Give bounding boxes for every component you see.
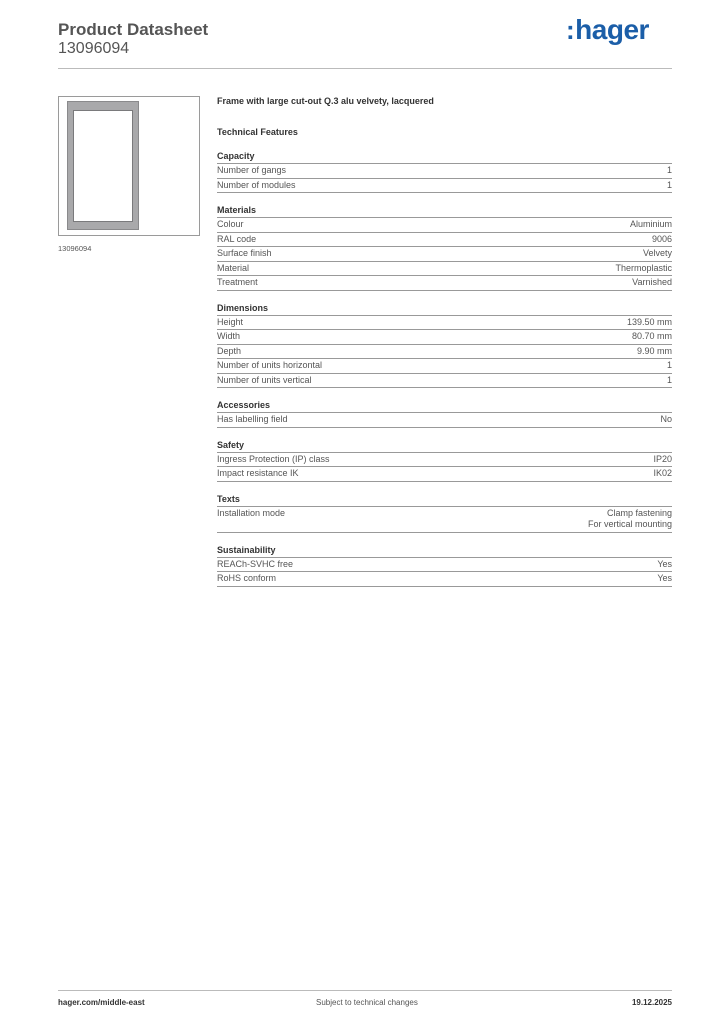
spec-value: 9006 [651,233,672,244]
section-title: Texts [217,493,672,507]
spec-value: Varnished [632,277,672,287]
spec-row [217,572,672,587]
frame-cutout [73,110,133,222]
spec-value-line: Clamp fastening [606,507,672,518]
spec-row [217,413,672,428]
spec-label: RAL code [217,233,257,244]
product-image [58,96,200,236]
spec-value: Thermoplastic [615,262,672,273]
spec-value: Aluminium [629,219,672,229]
spec-value: 1 [666,165,672,175]
spec-row [217,316,672,331]
footer-divider [58,990,672,991]
spec-label: Treatment [217,277,258,287]
section-safety [217,439,672,482]
spec-row [217,467,672,482]
spec-label: Height [217,316,244,327]
section-title: Safety [217,439,672,453]
spec-row [217,276,672,291]
section-title: Sustainability [217,544,672,558]
spec-label: Surface finish [217,248,272,258]
spec-row [217,558,672,573]
spec-value: 1 [666,179,672,190]
spec-label: Width [217,331,241,341]
spec-label: Has labelling field [217,414,288,424]
footer-date: 19.12.2025 [631,998,672,1007]
spec-label: Material [217,262,250,273]
section-accessories [217,399,672,428]
image-caption: 13096094 [58,244,92,253]
product-number: 13096094 [58,40,130,57]
spec-label: REACh-SVHC free [217,558,294,569]
spec-label: Impact resistance IK [217,468,299,478]
footer-website: hager.com/middle-east [58,998,145,1007]
spec-value: 1 [666,360,672,370]
spec-label: Number of modules [217,179,296,190]
hager-logo: :hager [566,14,649,45]
spec-row [217,247,672,262]
technical-features-heading: Technical Features [217,127,298,137]
section-title: Capacity [217,150,672,164]
section-sustainability [217,544,672,587]
spec-label: Ingress Protection (IP) class [217,453,330,464]
spec-value: IK02 [653,468,672,478]
spec-row [217,218,672,233]
spec-label: Colour [217,219,244,229]
section-dimensions [217,302,672,389]
spec-row [217,453,672,468]
product-description: Frame with large cut-out Q.3 alu velvety, lacquered [217,96,434,106]
spec-value: 80.70 mm [631,331,672,341]
header-divider [58,68,672,69]
spec-label: Installation mode [217,507,286,518]
spec-value: Yes [657,573,672,583]
section-title: Dimensions [217,302,672,316]
page-title: Product Datasheet [58,20,209,39]
spec-value: No [660,414,672,424]
spec-value-line: For vertical mounting [587,518,672,529]
spec-row [217,359,672,374]
spec-value: Yes [657,558,672,569]
spec-row [217,262,672,277]
spec-label: Number of gangs [217,165,287,175]
feature-sections [217,150,672,587]
spec-value [588,508,672,530]
spec-value: 139.50 mm [626,316,672,327]
spec-label: RoHS conform [217,573,277,583]
spec-label: Number of units vertical [217,374,312,385]
spec-label: Number of units horizontal [217,360,323,370]
spec-row [217,179,672,194]
logo-text: hager [575,14,649,45]
spec-row [217,164,672,179]
frame-picture [67,101,139,230]
spec-row [217,233,672,248]
section-title: Accessories [217,399,672,413]
spec-value: 1 [666,374,672,385]
page-header [58,20,208,58]
spec-row [217,374,672,389]
footer-note: Subject to technical changes [316,998,418,1007]
spec-row [217,330,672,345]
spec-row [217,507,672,533]
section-title: Materials [217,204,672,218]
spec-row [217,345,672,360]
section-capacity [217,150,672,193]
spec-value: Velvety [642,248,672,258]
spec-label: Depth [217,345,242,356]
spec-value: 9.90 mm [636,345,672,356]
technical-content [217,96,672,598]
section-texts [217,493,672,533]
spec-value: IP20 [653,453,672,464]
section-materials [217,204,672,291]
